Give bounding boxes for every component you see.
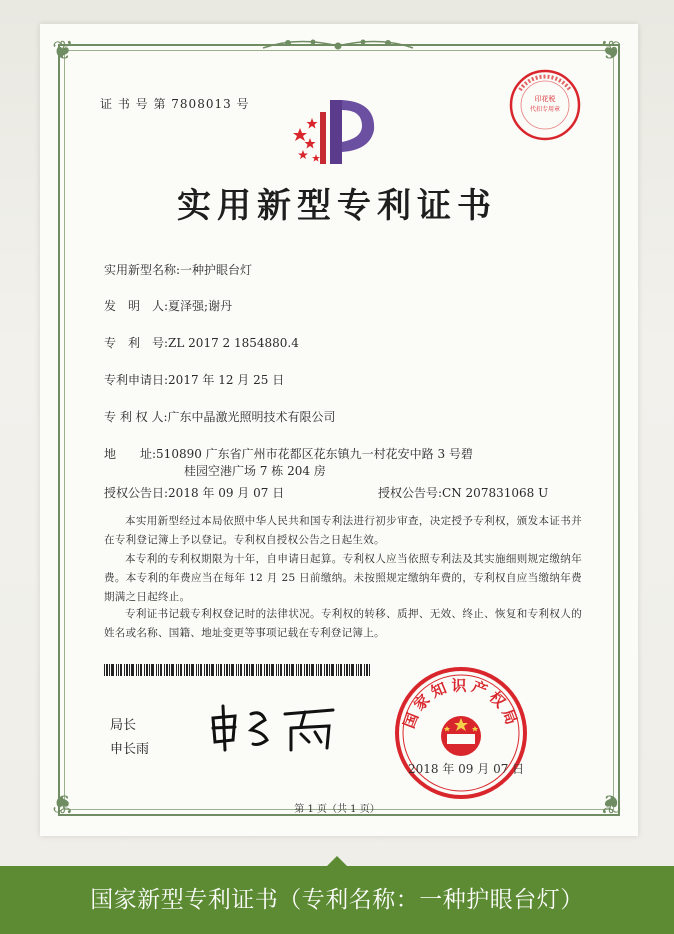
barcode-bar (316, 664, 317, 676)
barcode-bar (216, 664, 217, 676)
barcode-bar (118, 664, 119, 676)
barcode-bar (238, 664, 239, 676)
barcode-bar (320, 664, 322, 676)
barcode-bar (109, 664, 110, 676)
barcode-bar (171, 664, 174, 676)
barcode-bar (356, 664, 357, 676)
director-name: 申长雨 (110, 742, 150, 757)
barcode-bar (364, 664, 365, 676)
seal-date: 2018 年 09 月 07 日 (408, 762, 525, 776)
barcode-bar (206, 664, 208, 676)
barcode-bar (240, 664, 242, 676)
field-inventor: 发 明 人:夏泽强;谢丹 (104, 299, 233, 313)
barcode-bar (144, 664, 145, 676)
barcode-bar (286, 664, 288, 676)
certificate-number: 证 书 号 第 7808013 号 (100, 97, 250, 111)
barcode-bar (338, 664, 339, 676)
barcode-bar (266, 664, 268, 676)
barcode-bar (344, 664, 345, 676)
barcode-bar (126, 664, 128, 676)
barcode-bar (191, 664, 194, 676)
svg-text:代扣专用章: 代扣专用章 (529, 106, 561, 113)
barcode-bar (229, 664, 230, 676)
barcode-bar (218, 664, 219, 676)
barcode-icon (104, 664, 372, 676)
barcode-bar (244, 664, 245, 676)
barcode-bar (269, 664, 270, 676)
corner-ornament-icon: ❦ (600, 36, 622, 66)
barcode-bar (158, 664, 159, 676)
barcode-bar (300, 664, 302, 676)
barcode-bar (104, 664, 105, 676)
barcode-bar (318, 664, 319, 676)
barcode-bar (189, 664, 190, 676)
barcode-bar (296, 664, 297, 676)
barcode-bar (340, 664, 342, 676)
top-vine-ornament-icon (258, 36, 418, 56)
paragraph-term: 本专利的专利权期限为十年，自申请日起算。专利权人应当依照专利法及其实施细则规定缴纳年费。本专利的年费应当在每年 12 月 25 日前缴纳。未按照规定缴纳年费的，专利权自应当缴纳年费期满之日起终止。 (104, 553, 582, 603)
barcode-bar (160, 664, 162, 676)
barcode-bar (209, 664, 210, 676)
barcode-bar (184, 664, 185, 676)
barcode-bar (180, 664, 182, 676)
barcode-bar (151, 664, 154, 676)
barcode-bar (138, 664, 139, 676)
barcode-bar (306, 664, 308, 676)
field-grant-number: 授权公告号:CN 207831068 U (378, 486, 549, 500)
barcode-bar (200, 664, 202, 676)
barcode-bar (196, 664, 197, 676)
barcode-bar (331, 664, 334, 676)
barcode-bar (211, 664, 214, 676)
barcode-bar (309, 664, 310, 676)
corner-ornament-icon: ❦ (600, 788, 622, 818)
barcode-bar (204, 664, 205, 676)
barcode-bar (349, 664, 350, 676)
barcode-bar (124, 664, 125, 676)
barcode-bar (140, 664, 142, 676)
barcode-bar (280, 664, 282, 676)
field-address-line2: 桂园空港广场 7 栋 204 房 (184, 464, 326, 478)
barcode-bar (264, 664, 265, 676)
field-grant-date: 授权公告日:2018 年 09 月 07 日 (104, 486, 285, 500)
barcode-bar (329, 664, 330, 676)
barcode-bar (326, 664, 328, 676)
barcode-bar (336, 664, 337, 676)
corner-ornament-icon: ❦ (52, 36, 74, 66)
field-patentee: 专 利 权 人:广东中晶激光照明技术有限公司 (104, 410, 336, 424)
barcode-bar (176, 664, 177, 676)
field-filing-date: 专利申请日:2017 年 12 月 25 日 (104, 373, 285, 387)
barcode-bar (289, 664, 290, 676)
barcode-bar (169, 664, 170, 676)
barcode-bar (131, 664, 134, 676)
tax-seal-stamp-icon (508, 68, 582, 142)
barcode-bar (360, 664, 362, 676)
barcode-bar (369, 664, 370, 676)
barcode-bar (166, 664, 168, 676)
barcode-bar (366, 664, 368, 676)
barcode-bar (284, 664, 285, 676)
certificate-title: 实用新型专利证书 (177, 186, 497, 226)
barcode-bar (149, 664, 150, 676)
field-patent-number: 专 利 号:ZL 2017 2 1854880.4 (104, 336, 299, 350)
barcode-bar (224, 664, 225, 676)
barcode-bar (291, 664, 294, 676)
svg-text:国家知识产权局: 国家知识产权局 (399, 676, 523, 731)
field-address: 地 址:510890 广东省广州市花都区花东镇九一村花安中路 3 号碧 (104, 447, 473, 461)
barcode-bar (226, 664, 228, 676)
barcode-bar (111, 664, 114, 676)
barcode-bar (256, 664, 257, 676)
barcode-bar (298, 664, 299, 676)
caption-pointer-icon (327, 856, 347, 866)
corner-ornament-icon: ❦ (52, 788, 74, 818)
paragraph-legal-status: 专利证书记载专利权登记时的法律状况。专利权的转移、质押、无效、终止、恢复和专利权人的姓名或名称、国籍、地址变更等事项记载在专利登记簿上。 (104, 608, 582, 639)
footer-caption: 国家新型专利证书（专利名称：一种护眼台灯） (0, 866, 674, 934)
barcode-bar (186, 664, 188, 676)
barcode-bar (146, 664, 148, 676)
barcode-bar (278, 664, 279, 676)
barcode-bar (260, 664, 262, 676)
barcode-bar (304, 664, 305, 676)
barcode-bar (220, 664, 222, 676)
barcode-bar (129, 664, 130, 676)
paragraph-grant: 本实用新型经过本局依照中华人民共和国专利法进行初步审查，决定授予专利权，颁发本证书并在专利登记簿上予以登记。专利权自授权公告之日起生效。 (104, 515, 582, 546)
barcode-bar (358, 664, 359, 676)
barcode-bar (311, 664, 314, 676)
cnipa-logo-icon (290, 92, 380, 172)
barcode-bar (120, 664, 122, 676)
barcode-bar (136, 664, 137, 676)
barcode-bar (249, 664, 250, 676)
field-utility-model-name: 实用新型名称:一种护眼台灯 (104, 263, 253, 277)
cnipa-official-seal-icon (392, 664, 530, 802)
barcode-bar (251, 664, 254, 676)
barcode-bar (231, 664, 234, 676)
barcode-bar (276, 664, 277, 676)
barcode-bar (198, 664, 199, 676)
barcode-bar (156, 664, 157, 676)
barcode-bar (178, 664, 179, 676)
page-number: 第 1 页（共 1 页） (294, 804, 380, 815)
svg-text:印花税: 印花税 (534, 95, 556, 103)
barcode-bar (324, 664, 325, 676)
director-title: 局长 (110, 718, 137, 733)
barcode-bar (258, 664, 259, 676)
barcode-bar (164, 664, 165, 676)
barcode-bar (236, 664, 237, 676)
barcode-bar (346, 664, 348, 676)
barcode-bar (106, 664, 108, 676)
director-signature-icon (205, 700, 345, 755)
barcode-bar (246, 664, 248, 676)
barcode-bar (271, 664, 274, 676)
barcode-bar (116, 664, 117, 676)
barcode-bar (351, 664, 354, 676)
